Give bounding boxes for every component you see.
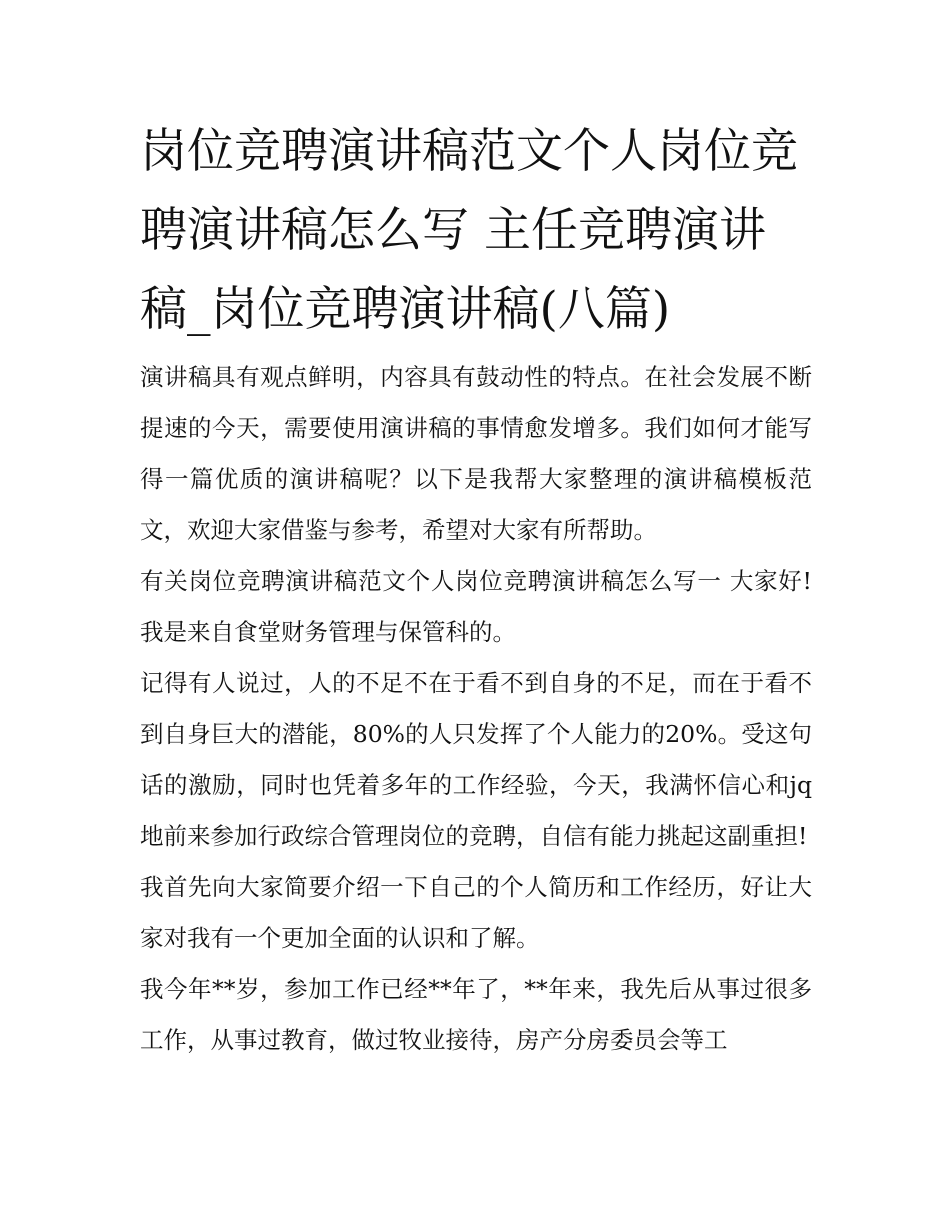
paragraph-self-intro: 我首先向大家简要介绍一下自己的个人简历和工作经历，好让大家对我有一个更加全面的认识和了解。: [140, 873, 812, 952]
document-body: [140, 352, 812, 1066]
document-title: 岗位竞聘演讲稿范文个人岗位竞聘演讲稿怎么写 主任竞聘演讲稿_岗位竞聘演讲稿(八篇): [140, 124, 798, 337]
paragraph-greeting: 有关岗位竞聘演讲稿范文个人岗位竞聘演讲稿怎么写一 大家好! 我是来自食堂财务管理与保管科的。: [140, 567, 812, 646]
paragraph-motivation: 记得有人说过，人的不足不在于看不到自身的不足，而在于看不到自身巨大的潜能，80%的人只发挥了个人能力的20%。受这句话的激励，同时也凭着多年的工作经验，今天，我满怀信心和jq地前来参加行政综合管理岗位的竞聘，自信有能力挑起这副重担!: [140, 669, 812, 850]
paragraph-intro: 演讲稿具有观点鲜明，内容具有鼓动性的特点。在社会发展不断提速的今天，需要使用演讲稿的事情愈发增多。我们如何才能写得一篇优质的演讲稿呢？以下是我帮大家整理的演讲稿模板范文，欢迎大家借鉴与参考，希望对大家有所帮助。: [140, 363, 812, 544]
paragraph-experience: 我今年**岁，参加工作已经**年了，**年来，我先后从事过很多工作，从事过教育，做过牧业接待，房产分房委员会等工: [140, 975, 812, 1054]
